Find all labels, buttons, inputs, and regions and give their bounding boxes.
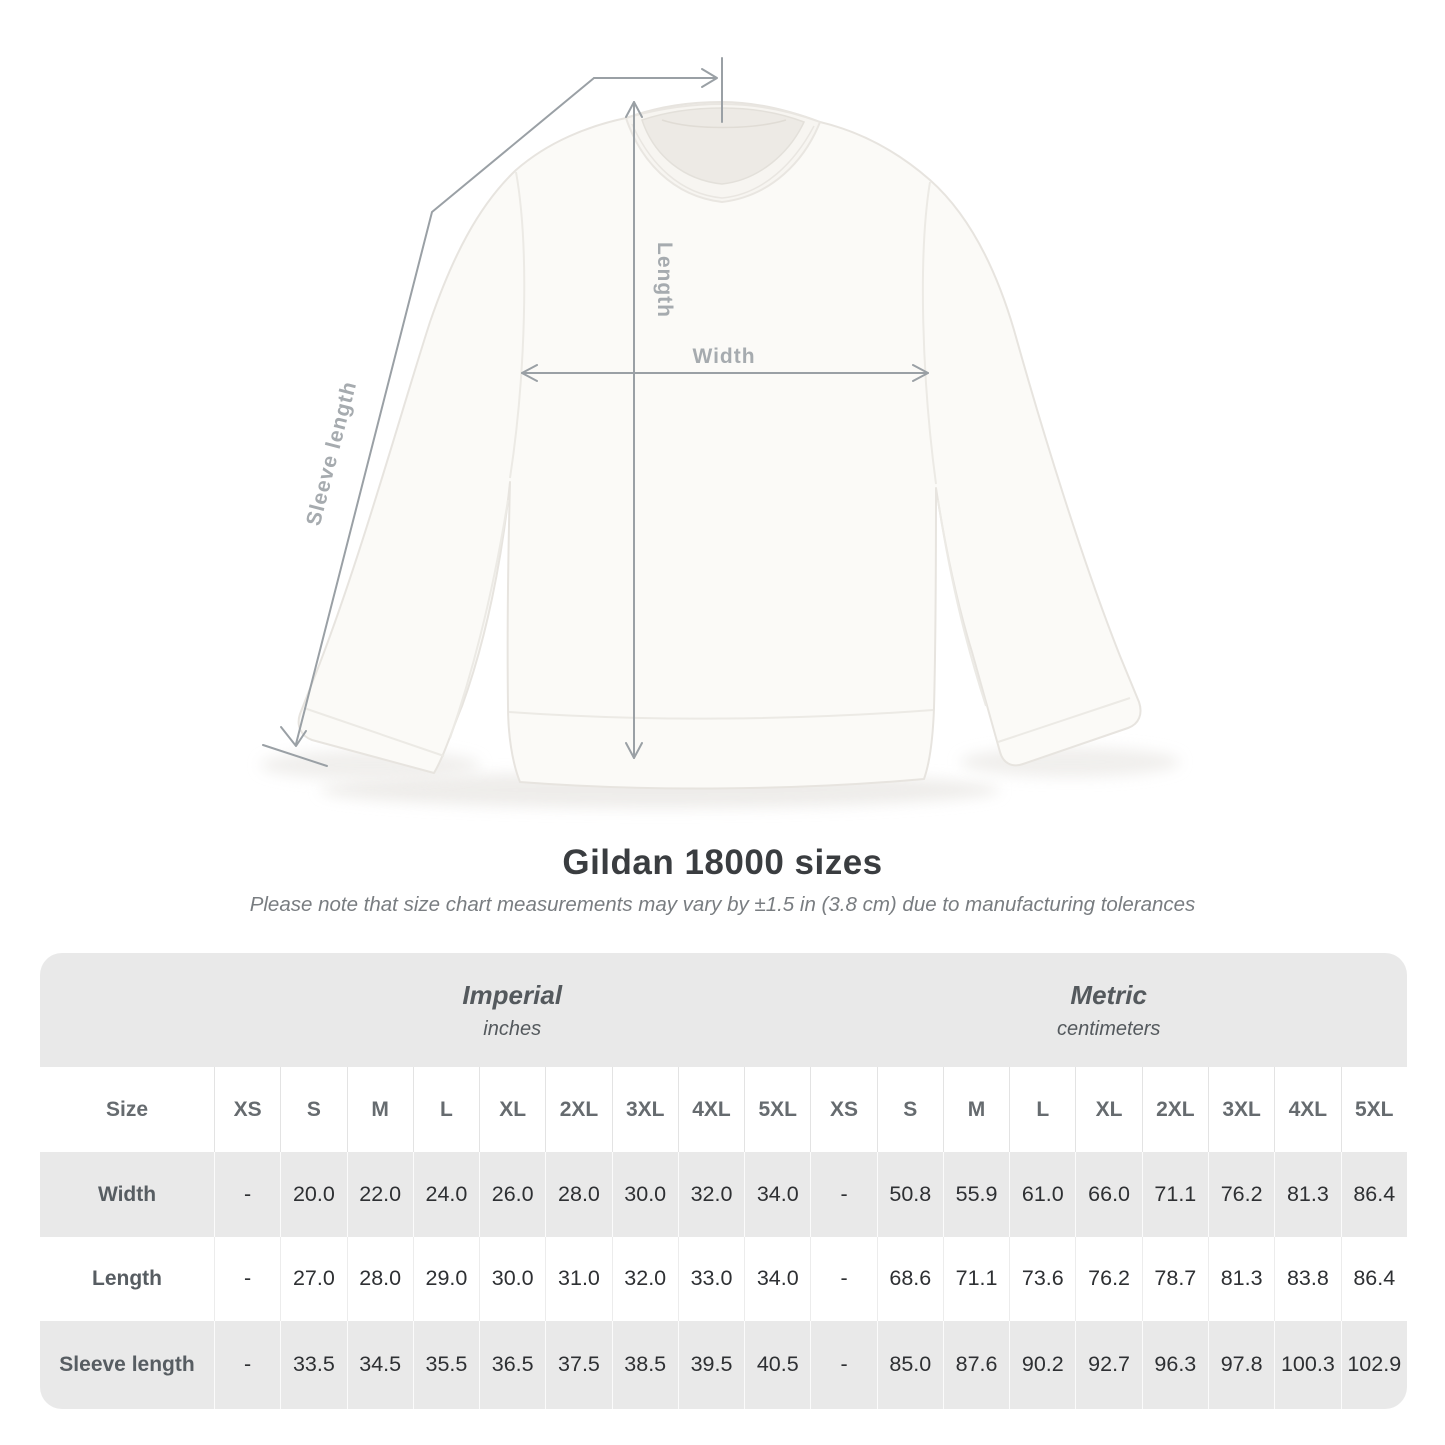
value-cell: 30.0 — [612, 1152, 678, 1236]
value-cell: 92.7 — [1075, 1321, 1141, 1409]
imperial-group-name: Imperial — [462, 980, 563, 1011]
size-cell: 5XL — [744, 1067, 810, 1152]
value-cell: 32.0 — [678, 1152, 744, 1236]
size-cell: 3XL — [1208, 1067, 1274, 1152]
value-cell: 31.0 — [545, 1237, 611, 1321]
value-cell: 71.1 — [1142, 1152, 1208, 1236]
value-cell: 36.5 — [479, 1321, 545, 1409]
value-cell: 66.0 — [1075, 1152, 1141, 1236]
value-cell: 85.0 — [877, 1321, 943, 1409]
length-label: Length — [653, 242, 676, 318]
size-cell: M — [943, 1067, 1009, 1152]
size-cell: S — [877, 1067, 943, 1152]
value-cell: - — [810, 1321, 876, 1409]
value-cell: 96.3 — [1142, 1321, 1208, 1409]
table-row-length — [40, 1237, 1407, 1321]
size-cell: XS — [810, 1067, 876, 1152]
imperial-group-header — [214, 953, 810, 1067]
size-cell: 3XL — [612, 1067, 678, 1152]
value-cell: 32.0 — [612, 1237, 678, 1321]
value-cell: 22.0 — [347, 1152, 413, 1236]
metric-group-header — [810, 953, 1407, 1067]
size-cell: XL — [479, 1067, 545, 1152]
row-label: Width — [40, 1152, 214, 1236]
value-cell: 20.0 — [280, 1152, 346, 1236]
page-title: Gildan 18000 sizes — [562, 843, 883, 882]
unit-group-row — [40, 953, 1407, 1067]
value-cell: 83.8 — [1274, 1237, 1340, 1321]
value-cell: - — [214, 1237, 280, 1321]
table-row-sleeve-length — [40, 1321, 1407, 1409]
value-cell: 71.1 — [943, 1237, 1009, 1321]
value-cell: 76.2 — [1075, 1237, 1141, 1321]
metric-group-unit: centimeters — [1057, 1017, 1161, 1040]
value-cell: 73.6 — [1009, 1237, 1075, 1321]
size-cell: M — [347, 1067, 413, 1152]
value-cell: - — [214, 1152, 280, 1236]
value-cell: 35.5 — [413, 1321, 479, 1409]
value-cell: 29.0 — [413, 1237, 479, 1321]
value-cell: 33.0 — [678, 1237, 744, 1321]
size-cell: XL — [1075, 1067, 1141, 1152]
value-cell: 97.8 — [1208, 1321, 1274, 1409]
band-spacer — [40, 953, 214, 1067]
size-cell: 5XL — [1341, 1067, 1407, 1152]
value-cell: 102.9 — [1341, 1321, 1407, 1409]
value-cell: - — [214, 1321, 280, 1409]
value-cell: 81.3 — [1274, 1152, 1340, 1236]
size-cell: L — [413, 1067, 479, 1152]
value-cell: - — [810, 1237, 876, 1321]
value-cell: 34.5 — [347, 1321, 413, 1409]
size-header-cell: Size — [40, 1067, 214, 1152]
value-cell: 86.4 — [1341, 1237, 1407, 1321]
sleeve-length-label: Sleeve length — [302, 378, 362, 529]
sweatshirt-body — [299, 102, 1141, 788]
value-cell: 90.2 — [1009, 1321, 1075, 1409]
value-cell: 34.0 — [744, 1152, 810, 1236]
value-cell: 26.0 — [479, 1152, 545, 1236]
size-cell: S — [280, 1067, 346, 1152]
value-cell: 76.2 — [1208, 1152, 1274, 1236]
value-cell: - — [810, 1152, 876, 1236]
value-cell: 68.6 — [877, 1237, 943, 1321]
value-cell: 27.0 — [280, 1237, 346, 1321]
width-label: Width — [692, 345, 756, 368]
size-cell: 4XL — [678, 1067, 744, 1152]
value-cell: 40.5 — [744, 1321, 810, 1409]
metric-group-name: Metric — [1070, 980, 1147, 1011]
value-cell: 78.7 — [1142, 1237, 1208, 1321]
size-cell: 2XL — [1142, 1067, 1208, 1152]
size-cell: L — [1009, 1067, 1075, 1152]
value-cell: 24.0 — [413, 1152, 479, 1236]
value-cell: 50.8 — [877, 1152, 943, 1236]
size-header-row — [40, 1067, 1407, 1152]
value-cell: 34.0 — [744, 1237, 810, 1321]
value-cell: 39.5 — [678, 1321, 744, 1409]
size-cell: 4XL — [1274, 1067, 1340, 1152]
value-cell: 28.0 — [347, 1237, 413, 1321]
value-cell: 30.0 — [479, 1237, 545, 1321]
size-cell: 2XL — [545, 1067, 611, 1152]
sweatshirt-image — [299, 102, 1141, 788]
value-cell: 100.3 — [1274, 1321, 1340, 1409]
tolerance-note: Please note that size chart measurements may vary by ±1.5 in (3.8 cm) due to manufacturing tolerances — [249, 893, 1196, 916]
imperial-group-unit: inches — [483, 1017, 542, 1040]
value-cell: 37.5 — [545, 1321, 611, 1409]
value-cell: 86.4 — [1341, 1152, 1407, 1236]
row-label: Sleeve length — [40, 1321, 214, 1409]
value-cell: 87.6 — [943, 1321, 1009, 1409]
table-row-width — [40, 1152, 1407, 1236]
size-cell: XS — [214, 1067, 280, 1152]
size-chart — [40, 953, 1407, 1409]
size-chart-table — [40, 953, 1407, 1409]
value-cell: 81.3 — [1208, 1237, 1274, 1321]
value-cell: 28.0 — [545, 1152, 611, 1236]
value-cell: 55.9 — [943, 1152, 1009, 1236]
row-label: Length — [40, 1237, 214, 1321]
value-cell: 61.0 — [1009, 1152, 1075, 1236]
value-cell: 33.5 — [280, 1321, 346, 1409]
value-cell: 38.5 — [612, 1321, 678, 1409]
